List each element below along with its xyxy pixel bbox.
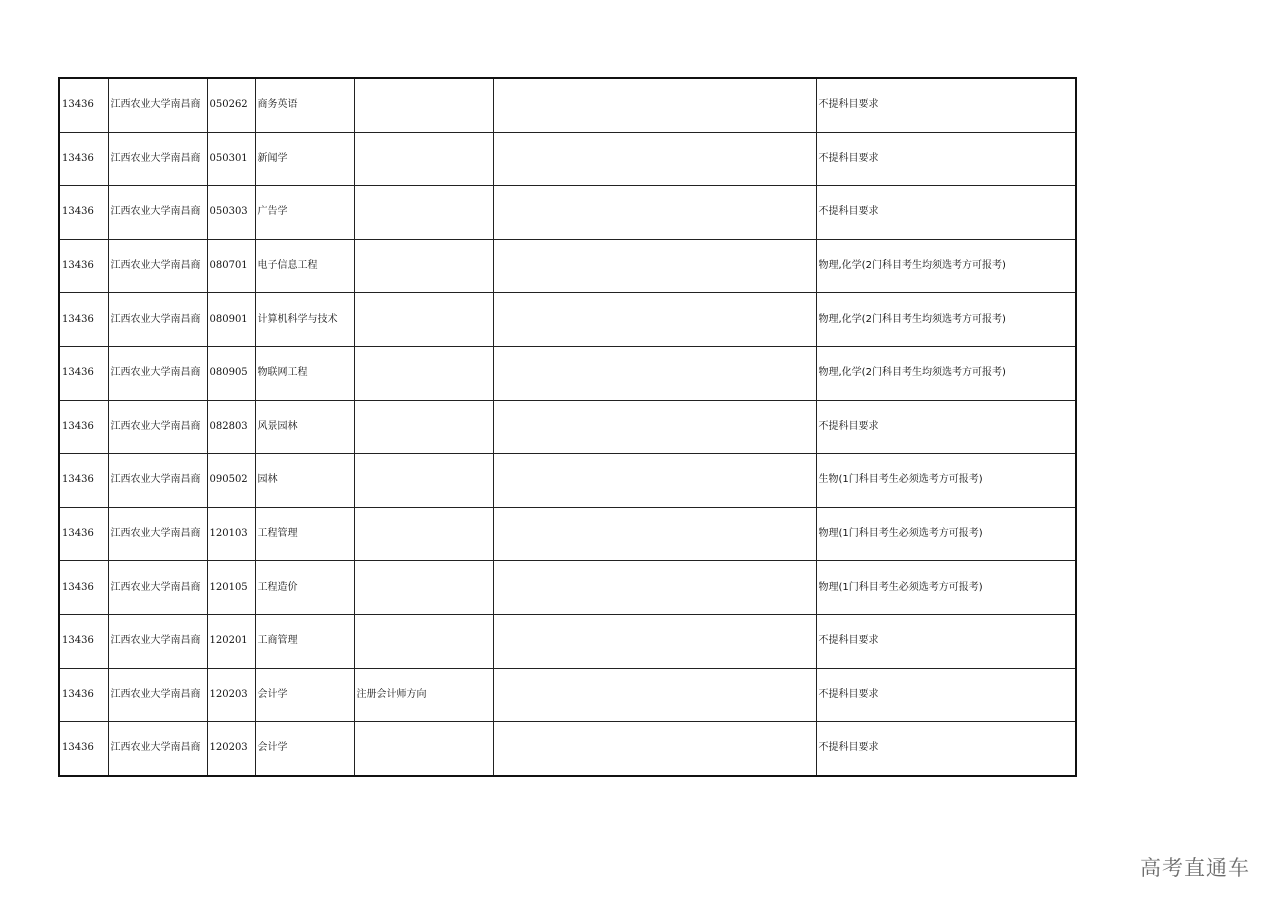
- major-note-cell: [493, 346, 816, 400]
- school-name-cell: 江西农业大学南昌商: [108, 186, 207, 240]
- school-name-cell: 江西农业大学南昌商: [108, 507, 207, 561]
- subject-requirement-cell: 不提科目要求: [816, 132, 1076, 186]
- table-row: [59, 507, 1076, 561]
- school-code-cell: 13436: [59, 454, 108, 508]
- table-row: [59, 561, 1076, 615]
- major-code-cell: 120105: [207, 561, 255, 615]
- table-row: [59, 668, 1076, 722]
- major-name-cell: 商务英语: [255, 78, 354, 132]
- major-code-cell: 082803: [207, 400, 255, 454]
- school-name-cell: 江西农业大学南昌商: [108, 561, 207, 615]
- major-code-cell: 050262: [207, 78, 255, 132]
- major-direction-cell: [354, 400, 493, 454]
- school-code-cell: 13436: [59, 239, 108, 293]
- school-code-cell: 13436: [59, 400, 108, 454]
- major-direction-cell: [354, 561, 493, 615]
- table-row: [59, 400, 1076, 454]
- major-name-cell: 工商管理: [255, 614, 354, 668]
- major-code-cell: 120201: [207, 614, 255, 668]
- major-code-cell: 090502: [207, 454, 255, 508]
- major-note-cell: [493, 561, 816, 615]
- school-code-cell: 13436: [59, 561, 108, 615]
- major-direction-cell: [354, 614, 493, 668]
- major-direction-cell: [354, 722, 493, 776]
- major-code-cell: 120203: [207, 722, 255, 776]
- table-row: [59, 293, 1076, 347]
- major-direction-cell: [354, 186, 493, 240]
- major-code-cell: 080901: [207, 293, 255, 347]
- subject-requirement-cell: 物理,化学(2门科目考生均须选考方可报考): [816, 346, 1076, 400]
- subject-requirement-cell: 物理(1门科目考生必须选考方可报考): [816, 561, 1076, 615]
- major-note-cell: [493, 78, 816, 132]
- major-note-cell: [493, 507, 816, 561]
- school-name-cell: 江西农业大学南昌商: [108, 346, 207, 400]
- school-code-cell: 13436: [59, 293, 108, 347]
- school-code-cell: 13436: [59, 668, 108, 722]
- major-name-cell: 风景园林: [255, 400, 354, 454]
- school-code-cell: 13436: [59, 346, 108, 400]
- subject-requirement-cell: 不提科目要求: [816, 722, 1076, 776]
- major-direction-cell: [354, 78, 493, 132]
- major-note-cell: [493, 668, 816, 722]
- school-name-cell: 江西农业大学南昌商: [108, 614, 207, 668]
- school-name-cell: 江西农业大学南昌商: [108, 293, 207, 347]
- school-code-cell: 13436: [59, 614, 108, 668]
- major-name-cell: 会计学: [255, 722, 354, 776]
- subject-requirement-cell: 物理(1门科目考生必须选考方可报考): [816, 507, 1076, 561]
- subject-requirements-table: [58, 77, 1077, 777]
- school-name-cell: 江西农业大学南昌商: [108, 132, 207, 186]
- table-row: [59, 186, 1076, 240]
- major-code-cell: 080905: [207, 346, 255, 400]
- major-name-cell: 园林: [255, 454, 354, 508]
- table-row: [59, 454, 1076, 508]
- major-code-cell: 120103: [207, 507, 255, 561]
- major-note-cell: [493, 400, 816, 454]
- major-note-cell: [493, 239, 816, 293]
- major-note-cell: [493, 722, 816, 776]
- school-name-cell: 江西农业大学南昌商: [108, 400, 207, 454]
- major-name-cell: 物联网工程: [255, 346, 354, 400]
- school-code-cell: 13436: [59, 186, 108, 240]
- major-direction-cell: [354, 454, 493, 508]
- subject-requirement-cell: 不提科目要求: [816, 400, 1076, 454]
- subject-requirement-cell: 不提科目要求: [816, 668, 1076, 722]
- major-note-cell: [493, 293, 816, 347]
- major-direction-cell: [354, 293, 493, 347]
- major-code-cell: 080701: [207, 239, 255, 293]
- subject-requirement-cell: 生物(1门科目考生必须选考方可报考): [816, 454, 1076, 508]
- major-direction-cell: 注册会计师方向: [354, 668, 493, 722]
- subject-requirement-cell: 物理,化学(2门科目考生均须选考方可报考): [816, 293, 1076, 347]
- major-direction-cell: [354, 132, 493, 186]
- table-row: [59, 132, 1076, 186]
- major-code-cell: 050301: [207, 132, 255, 186]
- major-name-cell: 会计学: [255, 668, 354, 722]
- subject-requirement-cell: 不提科目要求: [816, 186, 1076, 240]
- subject-requirement-cell: 物理,化学(2门科目考生均须选考方可报考): [816, 239, 1076, 293]
- major-note-cell: [493, 132, 816, 186]
- table-row: [59, 722, 1076, 776]
- school-code-cell: 13436: [59, 132, 108, 186]
- major-name-cell: 新闻学: [255, 132, 354, 186]
- school-name-cell: 江西农业大学南昌商: [108, 239, 207, 293]
- school-name-cell: 江西农业大学南昌商: [108, 722, 207, 776]
- major-name-cell: 计算机科学与技术: [255, 293, 354, 347]
- table-row: [59, 614, 1076, 668]
- subject-requirement-cell: 不提科目要求: [816, 78, 1076, 132]
- major-note-cell: [493, 614, 816, 668]
- major-name-cell: 工程管理: [255, 507, 354, 561]
- major-name-cell: 电子信息工程: [255, 239, 354, 293]
- watermark-logo: 高考直通车: [1140, 856, 1250, 880]
- table-row: [59, 239, 1076, 293]
- major-note-cell: [493, 186, 816, 240]
- table-row: [59, 346, 1076, 400]
- major-direction-cell: [354, 239, 493, 293]
- school-code-cell: 13436: [59, 78, 108, 132]
- major-name-cell: 工程造价: [255, 561, 354, 615]
- major-direction-cell: [354, 346, 493, 400]
- subject-requirement-cell: 不提科目要求: [816, 614, 1076, 668]
- table-row: [59, 78, 1076, 132]
- school-code-cell: 13436: [59, 507, 108, 561]
- school-name-cell: 江西农业大学南昌商: [108, 668, 207, 722]
- major-code-cell: 050303: [207, 186, 255, 240]
- major-direction-cell: [354, 507, 493, 561]
- school-name-cell: 江西农业大学南昌商: [108, 78, 207, 132]
- major-note-cell: [493, 454, 816, 508]
- school-code-cell: 13436: [59, 722, 108, 776]
- major-code-cell: 120203: [207, 668, 255, 722]
- school-name-cell: 江西农业大学南昌商: [108, 454, 207, 508]
- major-name-cell: 广告学: [255, 186, 354, 240]
